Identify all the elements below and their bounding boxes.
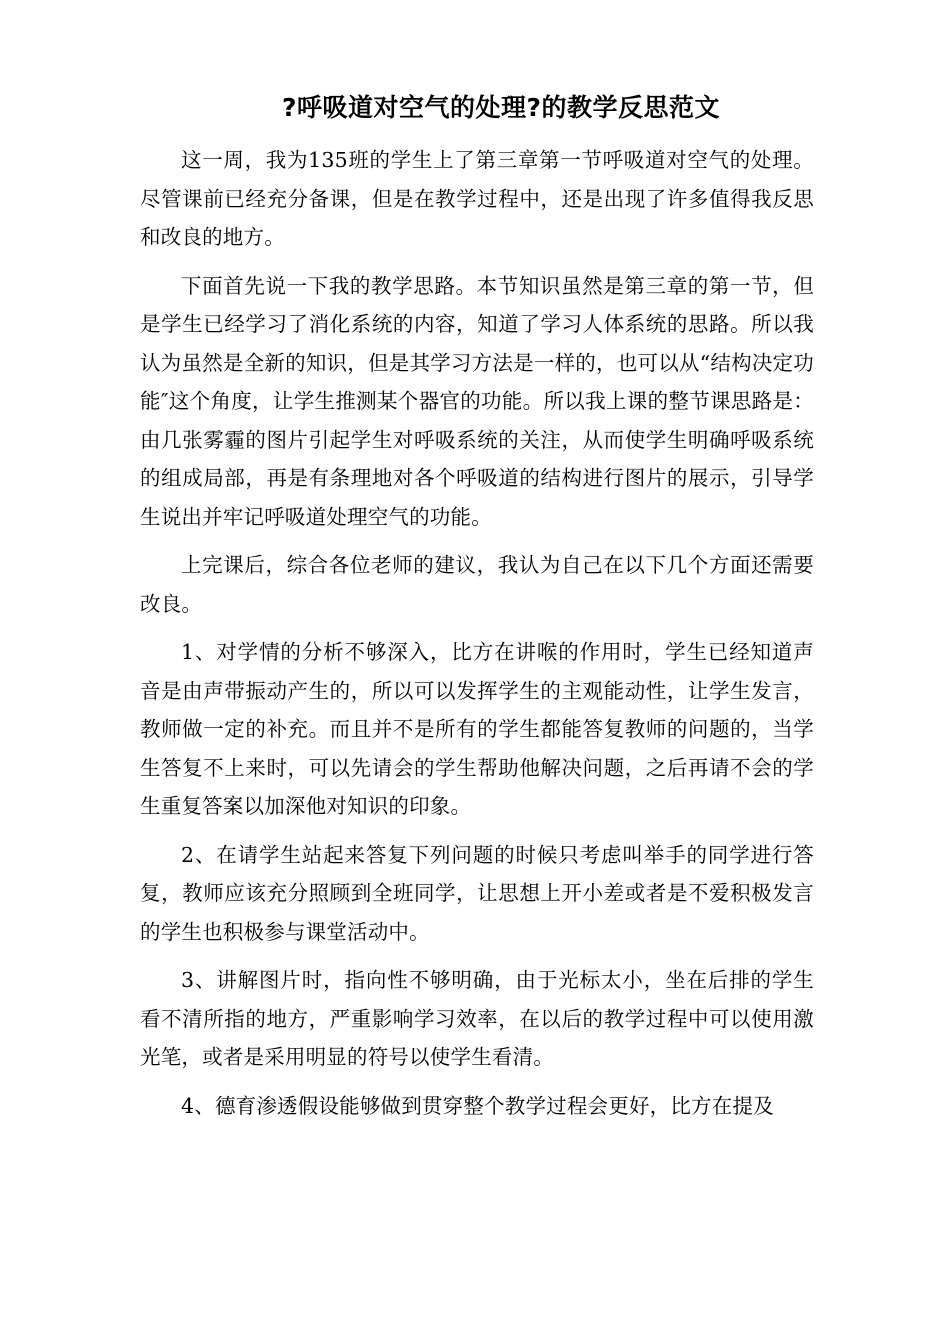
document-body [140, 141, 814, 1135]
paragraph-point-3: 3、讲解图片时，指向性不够明确，由于光标太小，坐在后排的学生看不清所指的地方，严重影响学习效率，在以后的教学过程中可以使用激光笔，或者是采用明显的符号以使学生看清。 [140, 968, 814, 1069]
document-title: ?呼吸道对空气的处理?的教学反思范文 [281, 93, 720, 122]
paragraph-intro: 这一周，我为135班的学生上了第三章第一节呼吸道对空气的处理。尽管课前已经充分备课，但是在教学过程中，还是出现了许多值得我反思和改良的地方。 [140, 148, 814, 249]
paragraph-improvement-intro: 上完课后，综合各位老师的建议，我认为自己在以下几个方面还需要改良。 [140, 553, 814, 616]
paragraph-point-2: 2、在请学生站起来答复下列问题的时候只考虑叫举手的同学进行答复，教师应该充分照顾到全班同学，让思想上开小差或者是不爱积极发言的学生也积极参与课堂活动中。 [140, 842, 814, 944]
paragraph-teaching-approach: 下面首先说一下我的教学思路。本节知识虽然是第三章的第一节，但是学生已经学习了消化系统的内容，知道了学习人体系统的思路。所以我认为虽然是全新的知识，但是其学习方法是一样的，也可以从“结构决定功能″这个角度，让学生推测某个器官的功能。所以我上课的整节课思路是：由几张雾霾的图片引起学生对呼吸系统的关注，从而使学生明确呼吸系统的组成局部，再是有条理地对各个呼吸道的结构进行图片的展示，引导学生说出并牢记呼吸道处理空气的功能。 [140, 273, 814, 529]
paragraph-point-1: 1、对学情的分析不够深入，比方在讲喉的作用时，学生已经知道声音是由声带振动产生的，所以可以发挥学生的主观能动性，让学生发言，教师做一定的补充。而且并不是所有的学生都能答复教师的问题的，当学生答复不上来时，可以先请会的学生帮助他解决问题，之后再请不会的学生重复答案以加深他对知识的印象。 [140, 640, 814, 818]
paragraph-point-4: 4、德育渗透假设能够做到贯穿整个教学过程会更好，比方在提及 [181, 1093, 774, 1118]
